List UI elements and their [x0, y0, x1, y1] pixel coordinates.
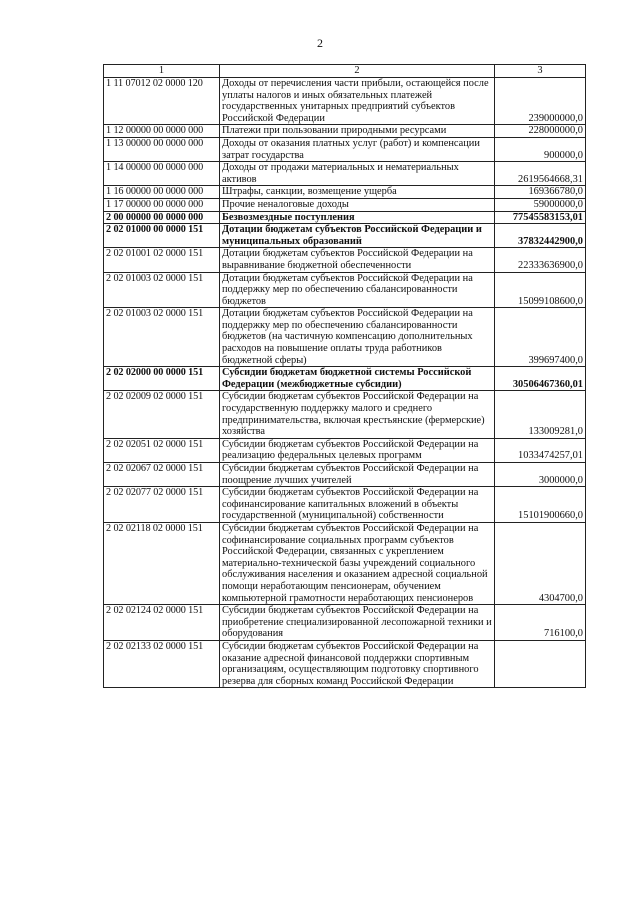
budget-code-cell: 2 02 01003 02 0000 151 — [104, 272, 220, 308]
page-number: 2 — [317, 36, 323, 50]
revenue-name-cell: Субсидии бюджетам субъектов Российской Федерации на реализацию федеральных целевых программ — [220, 438, 495, 462]
table-row — [104, 248, 586, 272]
revenue-name-cell: Дотации бюджетам субъектов Российской Федерации на выравнивание бюджетной обеспеченности — [220, 248, 495, 272]
amount-cell: 37832442900,0 — [495, 224, 586, 248]
amount-cell: 1033474257,01 — [495, 438, 586, 462]
revenue-name-cell: Субсидии бюджетам субъектов Российской Федерации на софинансирование капитальных вложений в объекты государственной (муниципальной) собственности — [220, 487, 495, 523]
budget-code-cell: 2 02 01001 02 0000 151 — [104, 248, 220, 272]
revenue-name-cell: Дотации бюджетам субъектов Российской Федерации и муниципальных образований — [220, 224, 495, 248]
budget-code-cell: 1 17 00000 00 0000 000 — [104, 198, 220, 211]
budget-code-cell: 1 14 00000 00 0000 000 — [104, 162, 220, 186]
table-row — [104, 198, 586, 211]
revenue-name-cell: Субсидии бюджетам субъектов Российской Федерации на софинансирование социальных программ субъектов Российской Федерации, связанных с укреплением материально-технической базы учреждений социального обслуживания населения и оказанием адресной социальной помощи неработающим пенсионерам, обучением компьютерной грамотности неработающих пенсионеров — [220, 522, 495, 604]
budget-code-cell: 2 02 02051 02 0000 151 — [104, 438, 220, 462]
revenue-name-cell: Субсидии бюджетам бюджетной системы Российской Федерации (межбюджетные субсидии) — [220, 367, 495, 391]
revenue-name-cell: Доходы от перечисления части прибыли, остающейся после уплаты налогов и иных обязательных платежей государственных унитарных предприятий субъектов Российской Федерации — [220, 78, 495, 125]
amount-cell: 59000000,0 — [495, 198, 586, 211]
table-row — [104, 487, 586, 523]
amount-cell: 900000,0 — [495, 137, 586, 161]
amount-cell: 399697400,0 — [495, 308, 586, 367]
amount-cell: 30506467360,01 — [495, 367, 586, 391]
amount-cell: 77545583153,01 — [495, 211, 586, 224]
revenue-name-cell: Дотации бюджетам субъектов Российской Федерации на поддержку мер по обеспечению сбалансированности бюджетов — [220, 272, 495, 308]
revenue-name-cell: Доходы от продажи материальных и нематериальных активов — [220, 162, 495, 186]
budget-code-cell: 2 02 02000 00 0000 151 — [104, 367, 220, 391]
amount-cell: 2619564668,31 — [495, 162, 586, 186]
budget-code-cell: 1 13 00000 00 0000 000 — [104, 137, 220, 161]
budget-code-cell: 1 16 00000 00 0000 000 — [104, 186, 220, 199]
amount-cell: 15099108600,0 — [495, 272, 586, 308]
table-row — [104, 125, 586, 138]
amount-cell: 169366780,0 — [495, 186, 586, 199]
amount-cell: 133009281,0 — [495, 391, 586, 438]
amount-cell: 239000000,0 — [495, 78, 586, 125]
table-row — [104, 308, 586, 367]
table-row — [104, 391, 586, 438]
revenue-name-cell: Дотации бюджетам субъектов Российской Федерации на поддержку мер по обеспечению сбалансированности бюджетов (на частичную компенсацию дополнительных расходов на повышение оплаты труда работников бюджетной сферы) — [220, 308, 495, 367]
column-header-amount: 3 — [495, 65, 586, 78]
amount-cell: 716100,0 — [495, 605, 586, 641]
revenue-name-cell: Доходы от оказания платных услуг (работ) и компенсации затрат государства — [220, 137, 495, 161]
revenue-name-cell: Платежи при пользовании природными ресурсами — [220, 125, 495, 138]
budget-code-cell: 2 02 01000 00 0000 151 — [104, 224, 220, 248]
budget-code-cell: 2 02 02124 02 0000 151 — [104, 605, 220, 641]
table-row — [104, 438, 586, 462]
amount-cell: 228000000,0 — [495, 125, 586, 138]
amount-cell: 3000000,0 — [495, 463, 586, 487]
budget-code-cell: 1 12 00000 00 0000 000 — [104, 125, 220, 138]
table-row — [104, 522, 586, 604]
revenue-name-cell: Субсидии бюджетам субъектов Российской Федерации на государственную поддержку малого и среднего предпринимательства, включая крестьянские (фермерские) хозяйства — [220, 391, 495, 438]
budget-code-cell: 2 02 02133 02 0000 151 — [104, 640, 220, 687]
budget-code-cell: 2 00 00000 00 0000 000 — [104, 211, 220, 224]
table-row — [104, 367, 586, 391]
budget-code-cell: 2 02 02067 02 0000 151 — [104, 463, 220, 487]
amount-cell — [495, 640, 586, 687]
budget-code-cell: 2 02 01003 02 0000 151 — [104, 308, 220, 367]
revenue-name-cell: Субсидии бюджетам субъектов Российской Федерации на поощрение лучших учителей — [220, 463, 495, 487]
revenue-name-cell: Штрафы, санкции, возмещение ущерба — [220, 186, 495, 199]
column-header-code: 1 — [104, 65, 220, 78]
table-row — [104, 186, 586, 199]
revenue-name-cell: Субсидии бюджетам субъектов Российской Федерации на оказание адресной финансовой поддержки спортивным организациям, осуществляющим подготовку спортивного резерва для сборных команд Российской Федерации — [220, 640, 495, 687]
budget-code-cell: 2 02 02118 02 0000 151 — [104, 522, 220, 604]
budget-revenue-table — [103, 64, 586, 688]
amount-cell: 4304700,0 — [495, 522, 586, 604]
table-row — [104, 78, 586, 125]
table-row — [104, 224, 586, 248]
amount-cell: 15101900660,0 — [495, 487, 586, 523]
table-row — [104, 605, 586, 641]
column-header-name: 2 — [220, 65, 495, 78]
table-header-row — [104, 65, 586, 78]
budget-code-cell: 1 11 07012 02 0000 120 — [104, 78, 220, 125]
table-row — [104, 272, 586, 308]
table-row — [104, 463, 586, 487]
table-row — [104, 640, 586, 687]
budget-code-cell: 2 02 02009 02 0000 151 — [104, 391, 220, 438]
revenue-name-cell: Субсидии бюджетам субъектов Российской Федерации на приобретение специализированной лесопожарной техники и оборудования — [220, 605, 495, 641]
budget-code-cell: 2 02 02077 02 0000 151 — [104, 487, 220, 523]
revenue-name-cell: Прочие неналоговые доходы — [220, 198, 495, 211]
revenue-name-cell: Безвозмездные поступления — [220, 211, 495, 224]
table-row — [104, 162, 586, 186]
amount-cell: 22333636900,0 — [495, 248, 586, 272]
table-row — [104, 137, 586, 161]
table-row — [104, 211, 586, 224]
